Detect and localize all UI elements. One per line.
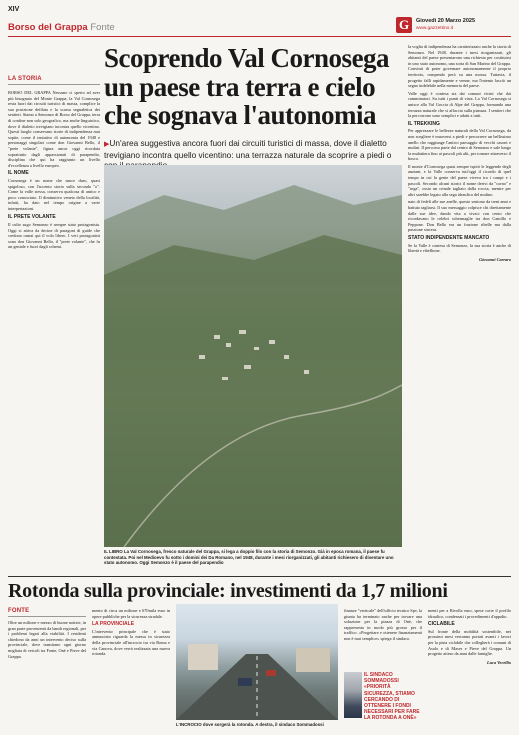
story-intro: BORSO DEL GRAPPA Nessuno ci sperto ad aver più bisognato del Monte Grappa, la Val Cornosega resta fuori dai circuiti turistici di massa, complice la sua posizione defilata e la scarsa segnaletica dei sentieri. Siamo a Semonzo di Borso del Grappa, terra di confine non solo geografico, ma anche linguistico, dove il dialetto trevigiano incontra quello vicentino. Questi luoghi conservano storie di indipendenza mai sopite, come il tentativo di autonomia del 1948 e personaggi singolari come don Giovanni Bello, il "prete volante", figura ancor oggi ricordata soprattutto dagli appassionati di parapendio, disciplina che qui ha raggiunto un livello d'eccellenza a livello europeo. <box>8 90 100 168</box>
story-col4-b: Valle oggi è contesa sia dai comuni vicini che dai camminatori. Su tutti i punti di vista. La Val Cornosega si unisce alla Val Goccia di Alpe del Grappa, formando una terrazza naturale che si affaccia sulla pianura. I sentieri che la percorrono sono semplici e adatti a tutti. <box>408 90 511 119</box>
story-kicker: LA STORIA <box>8 76 42 82</box>
section-divider <box>8 576 511 577</box>
second-kicker: FONTE <box>8 608 30 614</box>
section-prefix: Borso del Grappa <box>8 22 88 33</box>
second-kicker-rule <box>8 616 86 617</box>
story-author: Giovanni Carraro <box>479 256 511 262</box>
logo-icon <box>396 17 412 33</box>
story-prete-text: Il culto sugo Semonzo è sempre stato protagonista. Oggi si attiva da decine di paragoni di guide che credono ormai qui il volo libero. I veri protagonisti sono don Giovanni Bello, il "prete volante", che fu un geniale e fuori dagli schemi. <box>8 222 100 250</box>
subhead-nome: IL NOME <box>8 170 29 177</box>
road-photo-drawing <box>176 604 338 720</box>
section-suffix: Fonte <box>90 22 115 33</box>
second-headline: Rotonda sulla provinciale: investimenti da 1,7 milioni <box>8 580 448 602</box>
page-number: XIV <box>8 6 20 13</box>
story-col4-text: la voglia di indipendenza ha caratterizzato anche la storia di Semonzo. Nel 1948, durante i mesi riorganizzati, gli abitanti del paese presentarono una richiesta per costituirsi in uno stato autonomo, una sorta di San Marino del Grappa. Convinti di poter governare autonomamente il proprio territorio, rompendo però su una mossa. Tuttavia, il progetto fallì rapidamente e venne, ma l'intento lasciò un segno indelebile nella memoria del paese. <box>408 44 511 89</box>
road-photo <box>176 604 338 720</box>
masthead-date: Giovedì 20 Marzo 2025 <box>416 18 475 24</box>
pull-quote: IL SINDACO SOMMADOSSI «PRIORITÀ SICUREZZA, STIAMO CERCANDO DI OTTENERE I FONDI NECESSARI PER FARE LA ROTONDA A ONÈ» <box>364 672 420 722</box>
second-ciclabile-text: Sul fronte della mobilità sostenibile, nei prossimi mesi verranno portati avanti i lavori per la pista ciclabile che collegherà i comuni di Asolo e di Maser e Pieve del Grappa. Un progetto atteso da anni dalle famiglie. <box>428 628 511 657</box>
valley-photo-drawing <box>104 165 402 547</box>
section-title <box>8 22 115 33</box>
mayor-portrait <box>344 672 362 718</box>
story-col4 <box>408 44 511 262</box>
masthead-site: www.gazzettino.it <box>416 26 454 31</box>
subhead-ciclabile: CICLABILE <box>428 621 455 628</box>
subhead-stato: STATO INDIPENDENTE MANCATO <box>408 235 490 241</box>
story-stato-text: Se la Valle è contesa di Semonzo, la sua storia è anche di libertà e ribellione. <box>408 242 511 254</box>
logo-letter: G <box>398 17 410 32</box>
story-col3-text: nato di fedeli alle sue anelle, questo sentono da trent anni e battuto tagliarsi. Il suo messaggio colpisce chi direttamente dalle sue idee, dando vita a vivaci con cento che ricordavano le celebri schermaglie tra don Camillo e Peppone. Don Bello era un frazione ribelle ma dalla passione sincera. <box>408 199 511 233</box>
second-col4-text: menti per a Rivolla euro, spese corte il profilo idraulico, condensati i procedimenti d'appalto. <box>428 608 511 619</box>
triangle-icon: ▶ <box>104 141 110 148</box>
subhead-prete: IL PRETE VOLANTE <box>8 214 56 221</box>
subhead-provinciale: LA PROVINCIALE <box>92 621 135 628</box>
second-col2-intro: mento di circa un milione e 670mila euro in opere pubbliche per la sicurezza stradale. <box>92 608 170 619</box>
road-caption: L'INCROCIO dove sorgerà la rotonda. A destra, il sindaco Sommadossi <box>176 722 324 727</box>
masthead-rule <box>8 36 511 37</box>
story-col2-nome: Il monte d'Cornosega quasi sempre ispirò le leggende degli anziani, e la Valle conserva tutt'oggi il ricordo di quel tempo in cui la gente del paese viveva tra i campi e i pascoli. Secondo alcuni storici il nome derivi da "corno" e "sega", ossia un crinale tagliato dalla roccia, mentre per altri sarebbe legato alla sega idraulica del mulino. <box>408 163 511 197</box>
second-col2-text: L'intervento principale che è stato annunciato riguarda la messa in sicurezza della provinciale all'incrocio tra via Roma e via Canova, dove verrà realizzata una nuova rotonda. <box>92 628 170 657</box>
story-col1 <box>8 90 100 250</box>
second-col2 <box>92 608 170 730</box>
kicker-rule <box>8 84 100 85</box>
photo-caption: IL LIBRO La Val Cornosega, fresco naturale del Grappa, si lega a doppio filo con la storia di Semonzo. Già in epoca romana, il paese fu contestata. Poi nel Medioevo fu sotto i domini dei Da Romano, nel 1948, durante i mesi riorganizzati, gli abitanti richiesero di diventare uno stato autonomo. Oggi Semonzo è il paese del parapendio <box>104 549 394 566</box>
standfirst-text: Un'area suggestiva ancora fuori dai circuiti turistici di massa, dove il dialetto trevigiano incontra quello vicentino: una terrazza naturale da scoprire a piedi o <box>104 138 392 160</box>
story-trekking-text: Per apprezzare le bellezze naturali della Val Cornosega, da non scegliere è muoversi a piedi e percorrere un bellissimo anello che raggiunge l'antico paesaggio di vecchi casoni e mulini. Il percorso parte dal centro di Semonzo e sale lungo la mulattiera fino ai pascoli più alti, per tornare attraverso il bosco. <box>408 128 511 162</box>
subhead-trekking: IL TREKKING <box>408 120 440 127</box>
valley-photo <box>104 165 402 547</box>
story-nome-text: Cornosega è un nome che nasce duro, quasi spigoloso, con l'accento storto sulla seconda "o". Come la valle stessa, conserva qualcosa di antico e poco conosciuto. Il diminutivo veneto della località, infatti, ha dato nel tempo origine a varie interpretazioni. <box>8 177 100 211</box>
second-col1: Oltre un milione e mezzo di buone notizie, in gran parte provenienti da bandi regionali, per i problemi legati alla viabilità. I residenti chiedono da anni un intervento deciso sulla provinciale, dove transitano ogni giorno migliaia di veicoli tra Fonte, Onè e Pieve del Grappa. <box>8 620 86 659</box>
second-author: Luca Vecellio <box>487 659 511 665</box>
second-col3: finanze "verticale" dell'ufficio tecnico Spv, la giunta ha terminato anche per trovare una soluzione per la piazza di Onè, che rappresenta in modo più grosso per il traffico. «Progettare e ottenere finanziamenti non è mai semplice» spiega il sindaco. <box>344 608 422 641</box>
story-headline: Scoprendo Val Cornosega un paese tra terra e cielo che sognava l'autonomia <box>104 43 390 130</box>
second-col4 <box>428 608 511 665</box>
